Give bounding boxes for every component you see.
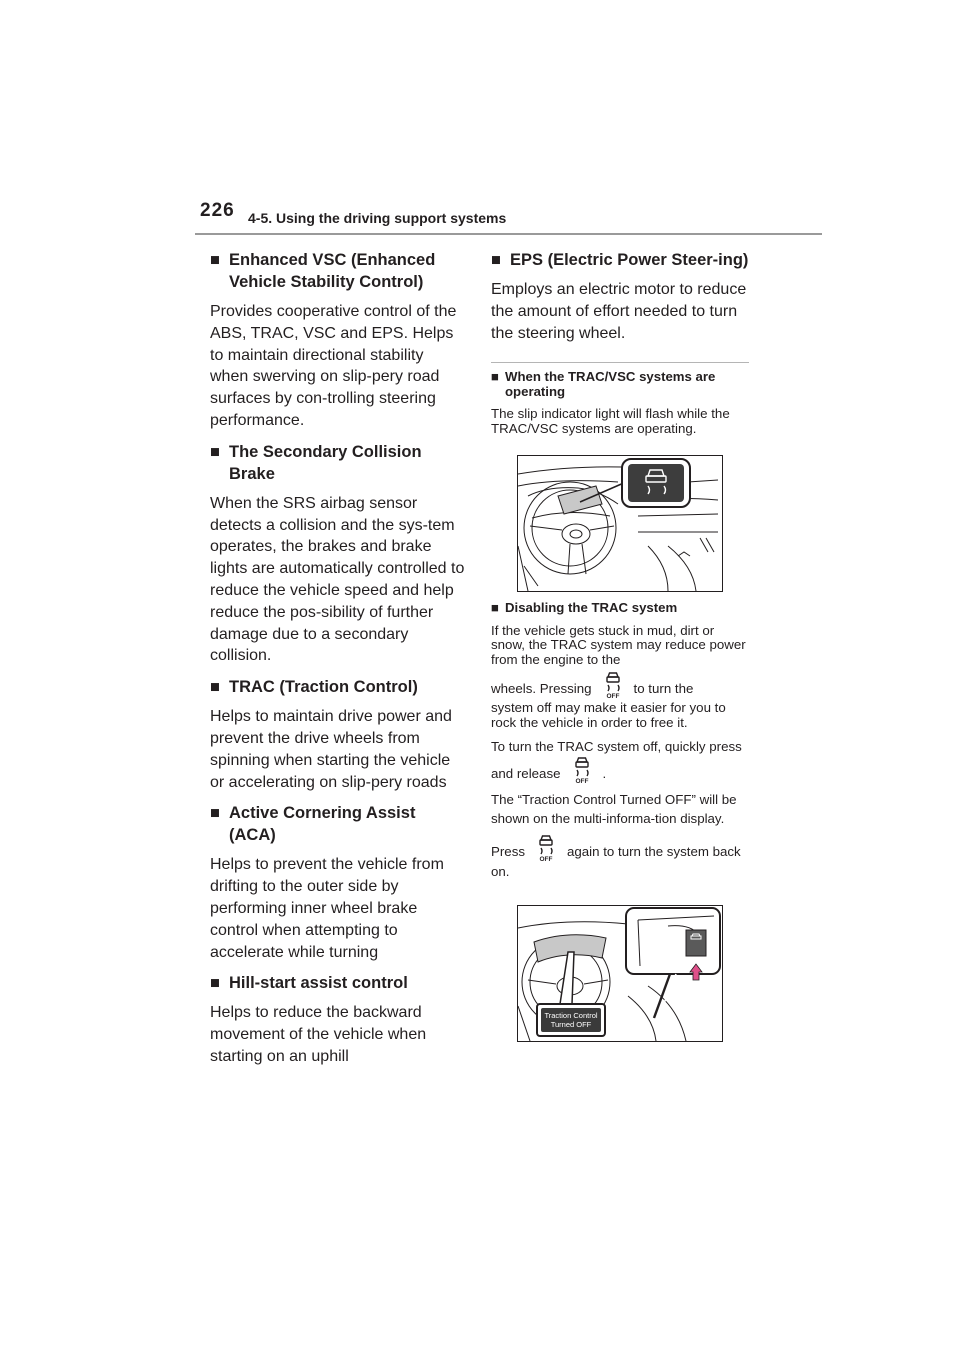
item-body-hill-start: Helps to reduce the backward movement of the vehicle when starting on an uphill <box>210 1004 427 1065</box>
item-body-secondary-collision-brake: When the SRS airbag sensor detects a collision and the sys-tem operates, the brakes and brake lights are automatically controlled to reduce the vehicle speed and help reduce the pos-sibility of further damage due to a secondary collision. <box>210 494 465 665</box>
right-column <box>491 240 751 1042</box>
item-body-trac: Helps to maintain drive power and prevent the drive wheels from spinning when starting the vehicle or accelerating on slip-pery roads <box>210 708 452 791</box>
item-body-aca: Helps to prevent the vehicle from drifting to the outer side by performing inner wheel brake control when attempting to accelerate while turning <box>210 856 444 961</box>
item-heading-hill-start: ■ Hill-start assist control <box>210 974 408 993</box>
item-body-eps: Employs an electric motor to reduce the amount of effort needed to turn the steering wheel. <box>491 281 747 342</box>
note-body-disabling-1: If the vehicle gets stuck in mud, dirt or snow, the TRAC system may reduce power from the engine to the wheels. Pressing OFF to turn the system off may make it easier for you to rock the vehicle in order to free it. <box>491 622 746 730</box>
page-number: 226 <box>200 200 235 221</box>
bullet-icon: ■ <box>491 251 501 269</box>
vsc-off-switch-icon <box>569 756 595 784</box>
header-divider <box>195 233 822 235</box>
bullet-icon: ■ <box>491 369 499 385</box>
traction-control-off-figure <box>517 905 723 1042</box>
bullet-icon: ■ <box>210 974 220 993</box>
left-column <box>210 240 465 1068</box>
note-body-operating: The slip indicator light will flash while the TRAC/VSC systems are operating. <box>491 406 730 436</box>
notes-divider <box>491 362 749 363</box>
note-body-disabling-4: Press OFF again to turn the system back on. <box>491 834 751 881</box>
slip-indicator-figure <box>517 455 723 592</box>
note-heading-operating: ■ When the TRAC/VSC systems are operating <box>491 369 716 400</box>
vsc-off-switch-icon <box>600 671 626 699</box>
bullet-icon: ■ <box>210 678 220 697</box>
bullet-icon: ■ <box>491 599 499 615</box>
svg-text:OFF: OFF <box>575 777 588 784</box>
bullet-icon: ■ <box>210 442 220 461</box>
svg-text:OFF: OFF <box>606 693 620 700</box>
item-heading-secondary-collision-brake: ■ The Secondary Collision Brake <box>210 442 422 483</box>
bullet-icon: ■ <box>210 251 220 269</box>
note-heading-disabling: ■ Disabling the TRAC system <box>491 599 678 615</box>
traction-control-message: Traction Control Turned OFF <box>536 1003 606 1037</box>
note-body-disabling-3: The “Traction Control Turned OFF” will be shown on the multi-informa-tion display. <box>491 791 737 826</box>
item-heading-eps: ■ EPS (Electric Power Steer-ing) <box>491 251 749 269</box>
section-title: 4-5. Using the driving support systems <box>248 210 507 226</box>
dashboard-illustration <box>518 456 722 591</box>
bullet-icon: ■ <box>210 804 220 823</box>
item-body-enhanced-vsc: Provides cooperative control of the ABS, TRAC, VSC and EPS. Helps to maintain directional stability when swerving on slip-pery road surfaces by con-trolling steering performance. <box>210 303 457 429</box>
item-heading-trac: ■ TRAC (Traction Control) <box>210 678 418 697</box>
note-body-disabling-2: To turn the TRAC system off, quickly press and release OFF . <box>491 738 742 784</box>
item-heading-aca: ■ Active Cornering Assist (ACA) <box>210 804 416 845</box>
svg-text:OFF: OFF <box>539 855 553 862</box>
vsc-off-switch-icon <box>533 834 559 862</box>
item-heading-enhanced-vsc: ■ Enhanced VSC (Enhanced Vehicle Stability Control) <box>210 251 436 291</box>
